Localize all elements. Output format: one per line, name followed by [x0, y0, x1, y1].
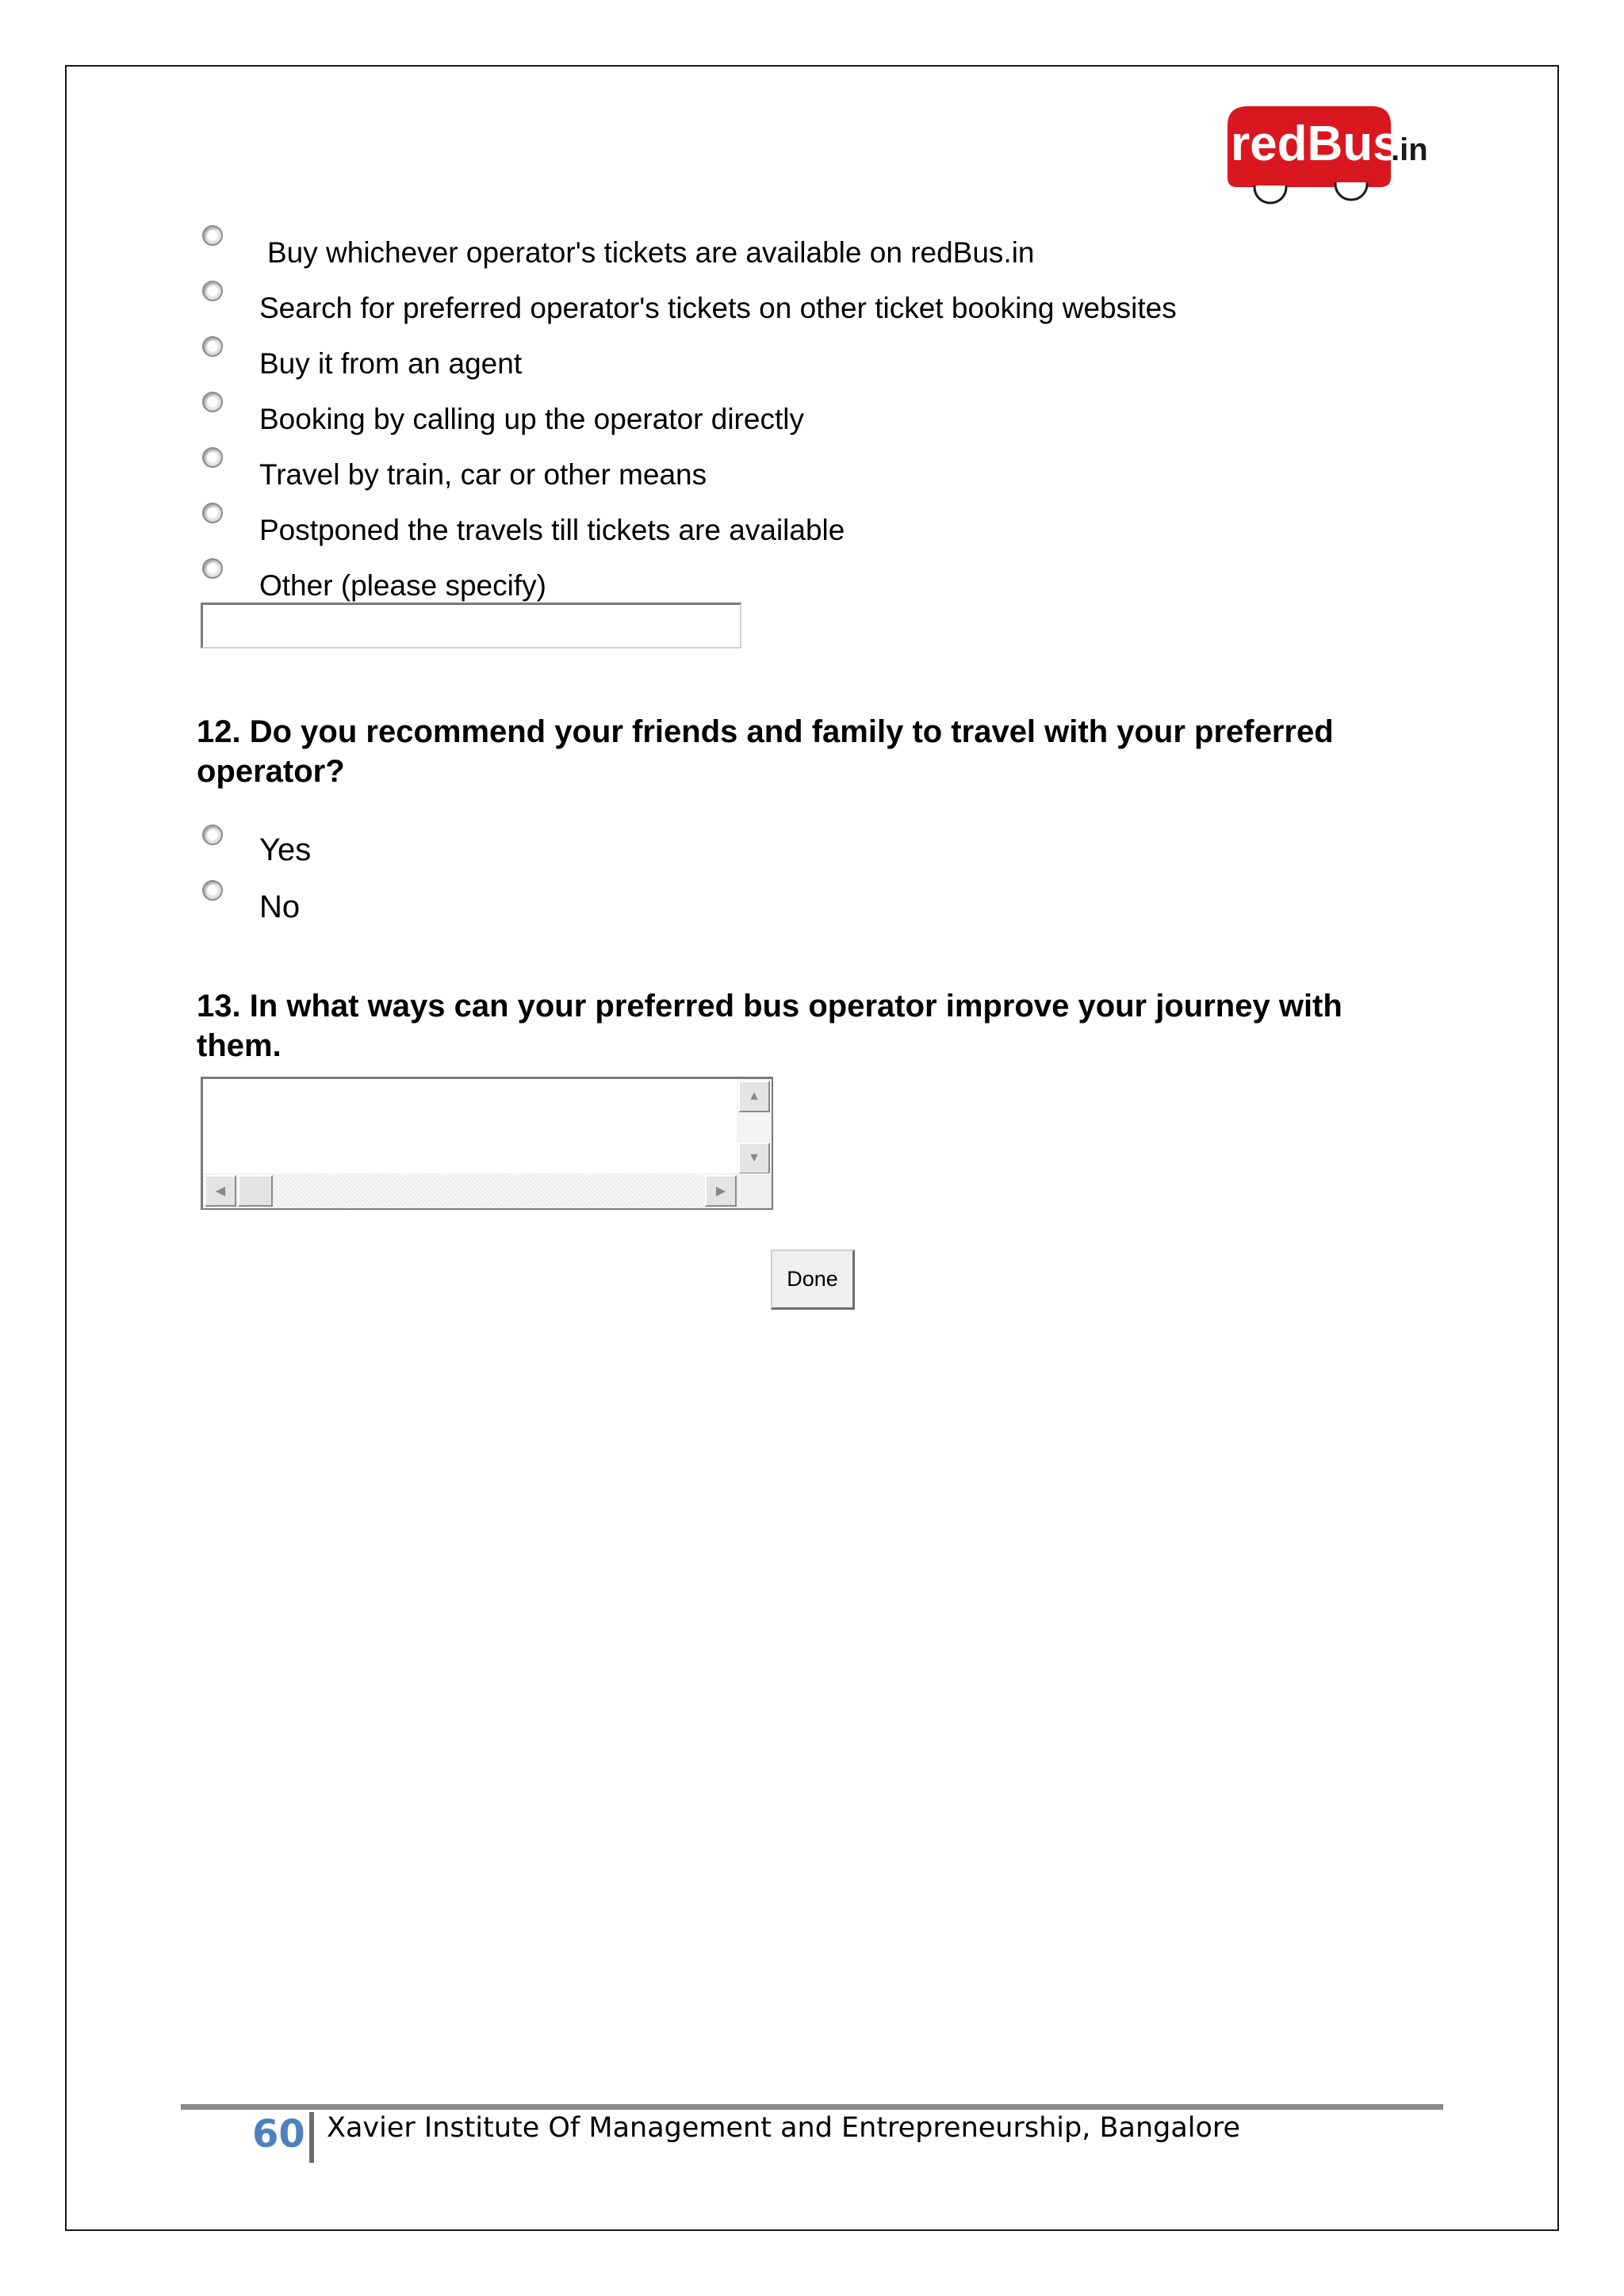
option-other-means[interactable] [202, 447, 1312, 495]
done-button[interactable]: Done [771, 1249, 855, 1310]
vertical-scrollbar[interactable] [737, 1079, 772, 1174]
scroll-thumb[interactable] [238, 1175, 273, 1207]
scroll-left-icon[interactable]: ◀ [205, 1175, 236, 1207]
page-number: 60 [252, 2112, 305, 2156]
scroll-corner [737, 1173, 772, 1208]
option-call-operator[interactable] [202, 392, 1312, 439]
svg-text:redBus: redBus [1231, 117, 1400, 171]
footer-separator [309, 2112, 314, 2163]
scroll-up-icon[interactable]: ▲ [738, 1081, 770, 1112]
radio-button[interactable] [202, 392, 223, 412]
radio-button[interactable] [202, 225, 223, 246]
option-label: Other (please specify) [259, 569, 546, 602]
option-label: No [259, 890, 301, 924]
scroll-right-icon[interactable]: ▶ [705, 1175, 737, 1207]
radio-button[interactable] [202, 336, 223, 357]
option-label: Buy it from an agent [259, 347, 523, 380]
improvement-textarea[interactable] [201, 1077, 773, 1210]
option-label: Booking by calling up the operator directly [259, 403, 804, 435]
radio-button[interactable] [202, 447, 223, 468]
svg-text:.in: .in [1391, 132, 1428, 167]
option-label: Search for preferred operator's tickets on other ticket booking websites [259, 292, 1177, 324]
radio-button[interactable] [202, 558, 223, 579]
scroll-down-icon[interactable]: ▼ [738, 1142, 770, 1174]
option-label: Travel by train, car or other means [259, 458, 707, 491]
option-yes[interactable] [202, 825, 1312, 872]
other-specify-input[interactable] [201, 603, 741, 649]
radio-button[interactable] [202, 880, 223, 901]
option-label: Yes [259, 832, 312, 867]
option-label: Buy whichever operator's tickets are available on redBus.in [267, 236, 1035, 269]
radio-button[interactable] [202, 825, 223, 845]
option-label: Postponed the travels till tickets are available [259, 514, 845, 546]
question-13-title: 13. In what ways can your preferred bus operator improve your journey with them. [197, 989, 1342, 1063]
option-no[interactable] [202, 880, 1312, 928]
radio-button[interactable] [202, 281, 223, 301]
footer-institute-name: Xavier Institute Of Management and Entrepreneurship, Bangalore [327, 2112, 1241, 2144]
footer-rule [181, 2104, 1443, 2110]
option-postponed[interactable] [202, 503, 1312, 550]
redbus-logo [1221, 101, 1435, 212]
horizontal-scrollbar[interactable] [203, 1173, 737, 1208]
option-buy-available-redbus[interactable] [202, 225, 1312, 273]
option-agent[interactable] [202, 336, 1312, 384]
question-12-title: 12. Do you recommend your friends and family to travel with your preferred operator? [197, 714, 1334, 789]
option-other-specify[interactable] [202, 558, 1312, 606]
radio-button[interactable] [202, 503, 223, 523]
option-other-websites[interactable] [202, 281, 1312, 328]
